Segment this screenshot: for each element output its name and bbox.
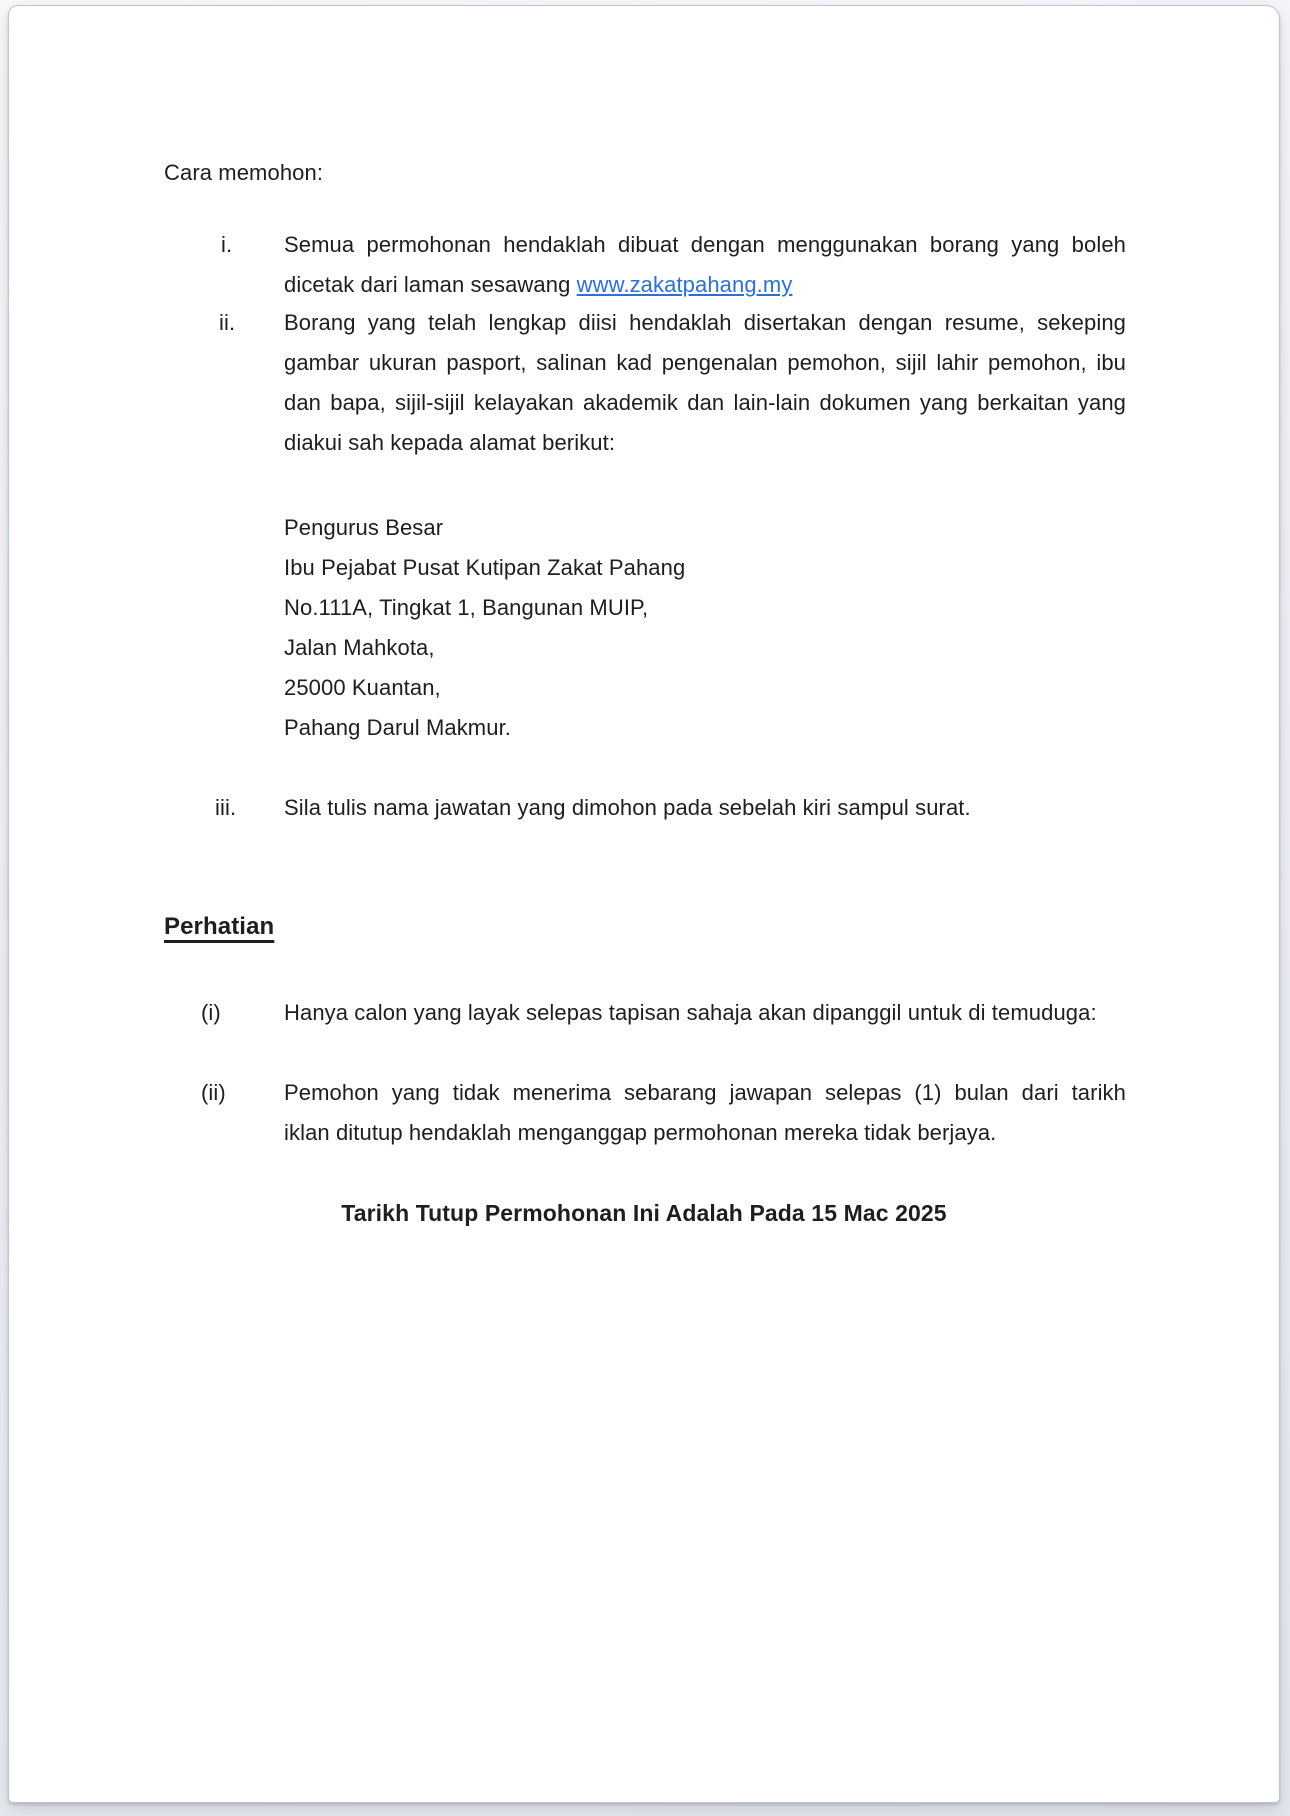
attention-item-i: Hanya calon yang layak selepas tapisan sahaja akan dipanggil untuk di temuduga: bbox=[284, 1000, 1097, 1025]
list-item-i-line2 bbox=[284, 265, 1126, 305]
list-item-iii: Sila tulis nama jawatan yang dimohon pada sebelah kiri sampul surat. bbox=[284, 795, 971, 820]
address-line-recipient: Pengurus Besar bbox=[284, 515, 444, 540]
list-item-ii-line3: dan bapa, sijil-sijil kelayakan akademik dan lain-lain dokumen yang berkaitan yang bbox=[284, 390, 1126, 415]
address-line-building: No.111A, Tingkat 1, Bangunan MUIP, bbox=[284, 595, 649, 620]
attention-item-ii-line2: iklan ditutup hendaklah menganggap permohonan mereka tidak berjaya. bbox=[284, 1120, 997, 1145]
website-link[interactable]: www.zakatpahang.my bbox=[576, 272, 793, 297]
list-item-ii bbox=[284, 303, 1126, 463]
list-item-i bbox=[284, 225, 1126, 305]
attention-item-ii-line1: Pemohon yang tidak menerima sebarang jawapan selepas (1) bulan dari tarikh bbox=[284, 1080, 1126, 1105]
list-item-ii-line4: diakui sah kepada alamat berikut: bbox=[284, 430, 616, 455]
attention-marker-ii: (ii) bbox=[201, 1080, 226, 1105]
address-line-office: Ibu Pejabat Pusat Kutipan Zakat Pahang bbox=[284, 555, 686, 580]
list-item-i-line1: Semua permohonan hendaklah dibuat dengan menggunakan borang yang boleh bbox=[284, 232, 1126, 257]
attention-marker-i: (i) bbox=[201, 1000, 221, 1025]
address-block bbox=[284, 508, 685, 748]
list-marker-iii: iii. bbox=[215, 795, 237, 820]
list-marker-i: i. bbox=[221, 232, 233, 257]
address-line-state: Pahang Darul Makmur. bbox=[284, 715, 511, 740]
list-marker-ii: ii. bbox=[219, 310, 236, 335]
document-page bbox=[8, 5, 1280, 1803]
address-line-city: 25000 Kuantan, bbox=[284, 675, 441, 700]
attention-heading: Perhatian bbox=[164, 913, 275, 940]
list-item-i-line2-text: dicetak dari laman sesawang bbox=[284, 272, 577, 297]
closing-date-line: Tarikh Tutup Permohonan Ini Adalah Pada 15 Mac 2025 bbox=[341, 1200, 947, 1226]
address-line-street: Jalan Mahkota, bbox=[284, 635, 435, 660]
section-heading-cara-memohon: Cara memohon: bbox=[164, 160, 324, 185]
attention-item-ii bbox=[284, 1073, 1126, 1153]
list-item-ii-line2: gambar ukuran pasport, salinan kad pengenalan pemohon, sijil lahir pemohon, ibu bbox=[284, 350, 1126, 375]
list-item-ii-line1: Borang yang telah lengkap diisi hendaklah disertakan dengan resume, sekeping bbox=[284, 310, 1126, 335]
